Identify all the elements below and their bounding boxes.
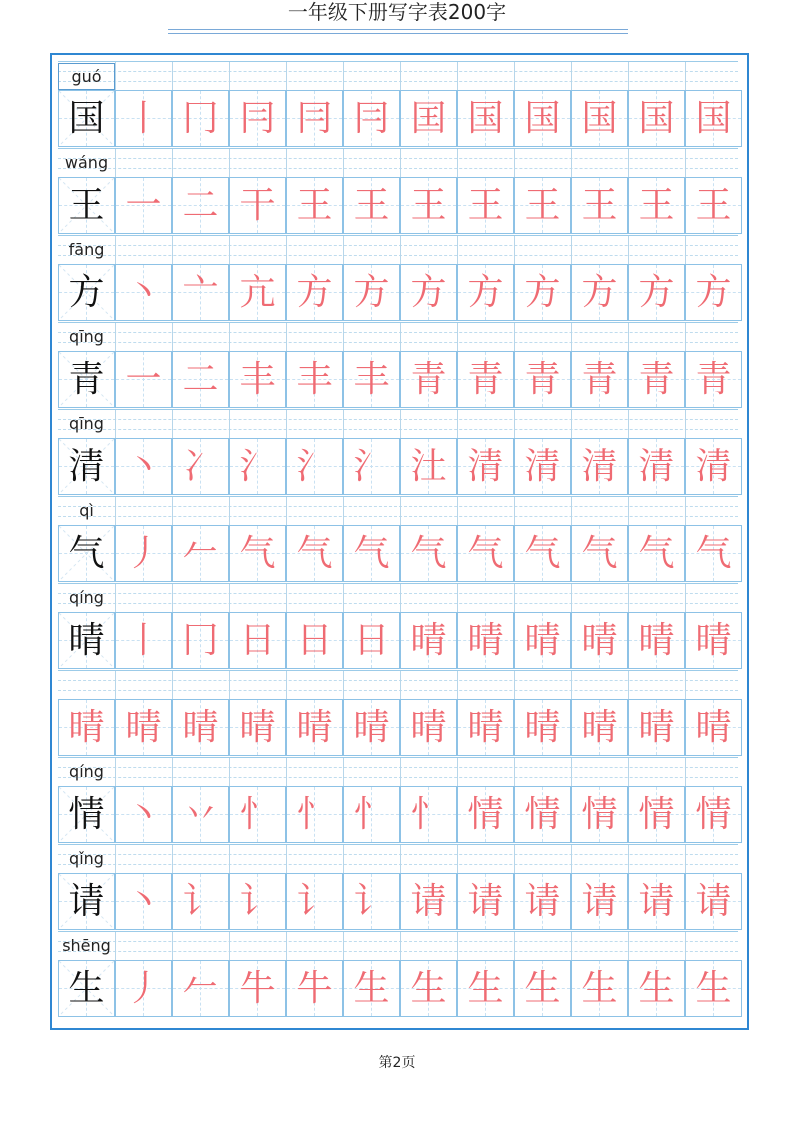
stroke-order-step: 王: [410, 184, 447, 226]
practice-cell: [229, 786, 286, 843]
stroke-order-step: 生: [638, 967, 675, 1009]
stroke-order-step: 清: [467, 445, 504, 487]
stroke-order-step: 亠: [182, 271, 219, 313]
practice-cell: [628, 699, 685, 756]
stroke-order-step: 方: [410, 271, 447, 313]
practice-cell: [457, 960, 514, 1017]
practice-cell: [514, 960, 571, 1017]
stroke-order-step: 国: [581, 97, 618, 139]
stroke-order-step: 晴: [239, 706, 276, 748]
stroke-order-step: 方: [467, 271, 504, 313]
model-character-cell: [58, 264, 115, 321]
stroke-order-step: 晴: [467, 619, 504, 661]
stroke-order-step: 讠: [239, 880, 276, 922]
stroke-order-step: 日: [239, 619, 276, 661]
stroke-order-step: 忄: [239, 793, 276, 835]
practice-cell: [514, 90, 571, 147]
practice-cell: [628, 873, 685, 930]
stroke-order-step: 方: [638, 271, 675, 313]
stroke-order-step: 气: [410, 532, 447, 574]
stroke-order-step: 讠: [182, 880, 219, 922]
model-character: 国: [68, 97, 105, 139]
practice-cell: [514, 351, 571, 408]
practice-cell: [400, 873, 457, 930]
model-character: 青: [68, 358, 105, 400]
model-character-cell: [58, 612, 115, 669]
practice-cell: [172, 873, 229, 930]
practice-cell: [172, 612, 229, 669]
stroke-order-step: 晴: [581, 706, 618, 748]
practice-cell: [400, 786, 457, 843]
stroke-order-step: 生: [695, 967, 732, 1009]
practice-cell: [685, 612, 742, 669]
stroke-order-step: 冃: [239, 97, 276, 139]
practice-cell: [172, 351, 229, 408]
stroke-order-step: 情: [581, 793, 618, 835]
stroke-order-step: 青: [581, 358, 618, 400]
practice-cell: [400, 177, 457, 234]
practice-cell: [514, 177, 571, 234]
stroke-order-step: 晴: [581, 619, 618, 661]
stroke-order-step: 晴: [125, 706, 162, 748]
practice-cell: [514, 612, 571, 669]
stroke-order-step: 丷: [182, 793, 219, 835]
practice-cell: [457, 525, 514, 582]
stroke-order-step: 清: [638, 445, 675, 487]
stroke-order-step: 王: [467, 184, 504, 226]
practice-cell: [514, 699, 571, 756]
practice-cell: [514, 264, 571, 321]
stroke-order-step: 丿: [125, 532, 162, 574]
stroke-order-step: 方: [296, 271, 333, 313]
stroke-order-step: 日: [353, 619, 390, 661]
practice-cell: [400, 264, 457, 321]
stroke-order-step: 国: [524, 97, 561, 139]
model-character: 王: [68, 184, 105, 226]
pinyin-guide-row: [58, 235, 738, 265]
stroke-order-step: 亢: [239, 271, 276, 313]
stroke-order-step: 一: [125, 184, 162, 226]
stroke-order-step: 清: [524, 445, 561, 487]
practice-cell: [229, 90, 286, 147]
stroke-order-step: 丨: [125, 619, 162, 661]
pinyin-label: wáng: [64, 153, 109, 172]
pinyin-label: shēng: [62, 936, 111, 955]
practice-cell: [685, 960, 742, 1017]
practice-cell: [343, 525, 400, 582]
stroke-order-step: 国: [467, 97, 504, 139]
practice-cell: [286, 960, 343, 1017]
practice-cell: [343, 90, 400, 147]
model-character: 晴: [68, 706, 105, 748]
pinyin-guide-row: [58, 409, 738, 439]
model-character: 晴: [68, 619, 105, 661]
practice-cell: [571, 960, 628, 1017]
stroke-order-step: 丨: [125, 97, 162, 139]
stroke-order-step: 讠: [353, 880, 390, 922]
stroke-order-step: 晴: [638, 619, 675, 661]
practice-cell: [571, 351, 628, 408]
model-character-cell: [58, 177, 115, 234]
practice-cell: [115, 264, 172, 321]
practice-cell: [628, 264, 685, 321]
stroke-order-step: 王: [695, 184, 732, 226]
practice-cell: [685, 351, 742, 408]
model-character-cell: [58, 873, 115, 930]
stroke-order-step: 气: [638, 532, 675, 574]
stroke-order-step: 气: [695, 532, 732, 574]
stroke-order-step: 晴: [695, 619, 732, 661]
stroke-order-step: 丶: [125, 271, 162, 313]
practice-cell: [457, 786, 514, 843]
stroke-order-step: 王: [353, 184, 390, 226]
stroke-order-step: 情: [524, 793, 561, 835]
practice-cell: [628, 786, 685, 843]
stroke-order-step: 晴: [524, 706, 561, 748]
stroke-order-step: 请: [524, 880, 561, 922]
practice-cell: [172, 264, 229, 321]
model-character: 请: [68, 880, 105, 922]
practice-cell: [343, 177, 400, 234]
practice-cell: [457, 612, 514, 669]
practice-cell: [286, 438, 343, 495]
stroke-order-step: 冃: [353, 97, 390, 139]
practice-cell: [115, 90, 172, 147]
practice-cell: [172, 786, 229, 843]
practice-cell: [400, 699, 457, 756]
practice-cell: [229, 438, 286, 495]
practice-cell: [514, 873, 571, 930]
practice-cell: [343, 264, 400, 321]
practice-cell: [514, 438, 571, 495]
stroke-order-step: 冃: [296, 97, 333, 139]
stroke-order-step: 牛: [239, 967, 276, 1009]
stroke-order-step: 青: [410, 358, 447, 400]
title-underline: [168, 29, 628, 34]
practice-cell: [172, 177, 229, 234]
stroke-order-step: 冂: [182, 619, 219, 661]
practice-cell: [514, 786, 571, 843]
practice-cell: [685, 177, 742, 234]
stroke-order-step: 王: [296, 184, 333, 226]
stroke-order-step: 丿: [125, 967, 162, 1009]
stroke-order-step: 请: [695, 880, 732, 922]
practice-cell: [628, 525, 685, 582]
practice-cell: [115, 438, 172, 495]
practice-cell: [286, 612, 343, 669]
stroke-order-step: 生: [524, 967, 561, 1009]
stroke-order-step: 晴: [638, 706, 675, 748]
practice-cell: [115, 612, 172, 669]
stroke-order-step: 气: [581, 532, 618, 574]
stroke-order-step: 情: [695, 793, 732, 835]
practice-cell: [457, 90, 514, 147]
stroke-order-step: 𠂉: [182, 532, 219, 574]
practice-cell: [172, 960, 229, 1017]
stroke-order-step: 请: [467, 880, 504, 922]
stroke-order-step: 𠂉: [182, 967, 219, 1009]
practice-cell: [400, 90, 457, 147]
practice-cell: [343, 612, 400, 669]
stroke-order-step: 氵: [239, 445, 276, 487]
practice-cell: [229, 699, 286, 756]
model-character-cell: [58, 960, 115, 1017]
stroke-order-step: 请: [410, 880, 447, 922]
practice-cell: [229, 177, 286, 234]
pinyin-guide-row: [58, 496, 738, 526]
practice-cell: [571, 873, 628, 930]
stroke-order-step: 晴: [524, 619, 561, 661]
practice-cell: [457, 438, 514, 495]
stroke-order-step: 请: [638, 880, 675, 922]
stroke-order-step: 丶: [125, 445, 162, 487]
stroke-order-step: 王: [638, 184, 675, 226]
stroke-order-step: 国: [638, 97, 675, 139]
pinyin-label: qǐng: [69, 849, 104, 868]
pinyin-guide-row: [58, 148, 738, 178]
practice-cell: [685, 786, 742, 843]
practice-cell: [286, 786, 343, 843]
stroke-order-step: 晴: [695, 706, 732, 748]
stroke-order-step: 生: [353, 967, 390, 1009]
practice-cell: [400, 438, 457, 495]
practice-cell: [628, 960, 685, 1017]
stroke-order-step: 冫: [182, 445, 219, 487]
stroke-order-step: 冂: [182, 97, 219, 139]
pinyin-guide-row: [58, 844, 738, 874]
stroke-order-step: 情: [638, 793, 675, 835]
stroke-order-step: 生: [410, 967, 447, 1009]
stroke-order-step: 青: [467, 358, 504, 400]
practice-cell: [172, 699, 229, 756]
stroke-order-step: 青: [638, 358, 675, 400]
practice-cell: [628, 90, 685, 147]
stroke-order-step: 方: [581, 271, 618, 313]
practice-cell: [628, 438, 685, 495]
practice-cell: [514, 525, 571, 582]
practice-cell: [685, 525, 742, 582]
stroke-order-step: 气: [239, 532, 276, 574]
practice-cell: [343, 960, 400, 1017]
practice-cell: [571, 525, 628, 582]
pinyin-guide-row: [58, 61, 738, 91]
practice-cell: [229, 873, 286, 930]
practice-cell: [457, 177, 514, 234]
practice-cell: [343, 438, 400, 495]
practice-cell: [400, 960, 457, 1017]
stroke-order-step: 晴: [353, 706, 390, 748]
stroke-order-step: 忄: [296, 793, 333, 835]
stroke-order-step: 二: [182, 184, 219, 226]
stroke-order-step: 气: [524, 532, 561, 574]
stroke-order-step: 汢: [410, 445, 447, 487]
practice-cell: [571, 786, 628, 843]
stroke-order-step: 忄: [410, 793, 447, 835]
stroke-order-step: 气: [353, 532, 390, 574]
practice-cell: [115, 699, 172, 756]
stroke-order-step: 气: [467, 532, 504, 574]
stroke-order-step: 青: [695, 358, 732, 400]
practice-cell: [628, 351, 685, 408]
pinyin-guide-row: [58, 583, 738, 613]
practice-cell: [115, 525, 172, 582]
stroke-order-step: 晴: [467, 706, 504, 748]
practice-cell: [115, 873, 172, 930]
model-character-cell: [58, 525, 115, 582]
model-character-cell: [58, 90, 115, 147]
pinyin-guide-row: [58, 670, 738, 700]
stroke-order-step: 清: [695, 445, 732, 487]
practice-cell: [457, 264, 514, 321]
practice-cell: [685, 264, 742, 321]
stroke-order-step: 牛: [296, 967, 333, 1009]
pinyin-guide-row: [58, 931, 738, 961]
practice-cell: [172, 525, 229, 582]
pinyin-label: guó: [58, 63, 115, 90]
practice-cell: [685, 438, 742, 495]
stroke-order-step: 王: [581, 184, 618, 226]
practice-cell: [685, 90, 742, 147]
stroke-order-step: 晴: [410, 619, 447, 661]
stroke-order-step: 干: [239, 184, 276, 226]
practice-cell: [457, 873, 514, 930]
stroke-order-step: 方: [353, 271, 390, 313]
practice-cell: [229, 612, 286, 669]
practice-cell: [571, 90, 628, 147]
stroke-order-step: 王: [524, 184, 561, 226]
model-character-cell: [58, 786, 115, 843]
model-character: 情: [68, 793, 105, 835]
pinyin-label: qíng: [69, 588, 104, 607]
practice-cell: [343, 873, 400, 930]
stroke-order-step: 忄: [353, 793, 390, 835]
pinyin-label: qīng: [69, 414, 104, 433]
practice-cell: [457, 699, 514, 756]
stroke-order-step: 丶: [125, 880, 162, 922]
practice-cell: [229, 960, 286, 1017]
stroke-order-step: 方: [524, 271, 561, 313]
practice-cell: [628, 612, 685, 669]
stroke-order-step: 氵: [296, 445, 333, 487]
writing-sheet: [50, 53, 749, 1030]
practice-cell: [286, 873, 343, 930]
stroke-order-step: 丶: [125, 793, 162, 835]
practice-cell: [457, 351, 514, 408]
model-character-cell: [58, 351, 115, 408]
practice-cell: [115, 960, 172, 1017]
practice-cell: [115, 351, 172, 408]
practice-cell: [571, 264, 628, 321]
practice-cell: [286, 177, 343, 234]
stroke-order-step: 晴: [296, 706, 333, 748]
practice-cell: [115, 177, 172, 234]
pinyin-label: fāng: [68, 240, 105, 259]
stroke-order-step: 晴: [182, 706, 219, 748]
page-title: 一年级下册写字表200字: [287, 0, 507, 24]
practice-cell: [286, 525, 343, 582]
stroke-order-step: 丰: [239, 358, 276, 400]
stroke-order-step: 日: [296, 619, 333, 661]
stroke-order-step: 二: [182, 358, 219, 400]
stroke-order-step: 国: [695, 97, 732, 139]
practice-cell: [172, 438, 229, 495]
stroke-order-step: 情: [467, 793, 504, 835]
stroke-order-step: 讠: [296, 880, 333, 922]
stroke-order-step: 请: [581, 880, 618, 922]
practice-cell: [343, 699, 400, 756]
model-character: 清: [68, 445, 105, 487]
pinyin-guide-row: [58, 322, 738, 352]
model-character-cell: [58, 438, 115, 495]
practice-cell: [571, 699, 628, 756]
practice-cell: [286, 699, 343, 756]
model-character: 气: [68, 532, 105, 574]
practice-cell: [400, 525, 457, 582]
practice-cell: [229, 351, 286, 408]
pinyin-label: qíng: [69, 762, 104, 781]
stroke-order-step: 青: [524, 358, 561, 400]
practice-cell: [685, 873, 742, 930]
stroke-order-step: 氵: [353, 445, 390, 487]
stroke-order-step: 气: [296, 532, 333, 574]
page-number: 第2页: [378, 1055, 416, 1071]
practice-cell: [286, 264, 343, 321]
pinyin-label: qīng: [69, 327, 104, 346]
practice-cell: [286, 351, 343, 408]
practice-cell: [229, 264, 286, 321]
stroke-order-step: 生: [581, 967, 618, 1009]
stroke-order-step: 晴: [410, 706, 447, 748]
practice-cell: [628, 177, 685, 234]
practice-cell: [286, 90, 343, 147]
practice-cell: [343, 351, 400, 408]
stroke-order-step: 生: [467, 967, 504, 1009]
stroke-order-step: 丰: [296, 358, 333, 400]
practice-cell: [400, 612, 457, 669]
stroke-order-step: 囯: [410, 97, 447, 139]
practice-cell: [343, 786, 400, 843]
model-character-cell: [58, 699, 115, 756]
stroke-order-step: 丰: [353, 358, 390, 400]
stroke-order-step: 一: [125, 358, 162, 400]
pinyin-label: qì: [79, 501, 94, 520]
model-character: 生: [68, 967, 105, 1009]
practice-cell: [571, 612, 628, 669]
practice-cell: [400, 351, 457, 408]
stroke-order-step: 清: [581, 445, 618, 487]
practice-cell: [115, 786, 172, 843]
practice-cell: [172, 90, 229, 147]
practice-cell: [571, 438, 628, 495]
model-character: 方: [68, 271, 105, 313]
pinyin-guide-row: [58, 757, 738, 787]
stroke-order-step: 方: [695, 271, 732, 313]
practice-cell: [229, 525, 286, 582]
practice-cell: [571, 177, 628, 234]
practice-cell: [685, 699, 742, 756]
